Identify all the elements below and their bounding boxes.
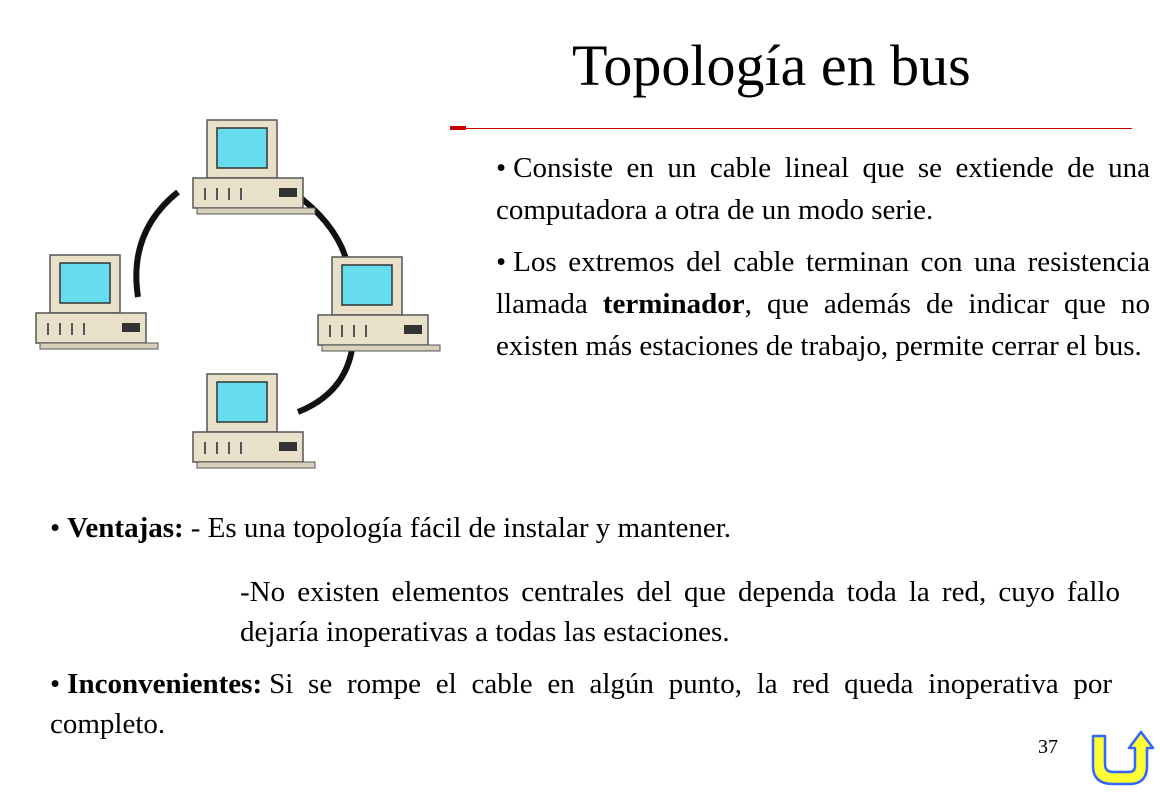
bullet-text-continued: , que además de indicar que no existen más estaciones de trabajo, permite cerrar el bus.: [496, 288, 1150, 362]
bullet-text: Consiste en un cable lineal que se extiende de una computadora a otra de un modo serie.: [496, 152, 1150, 226]
bullet-mark: •: [496, 152, 507, 184]
computer-icon: [318, 257, 440, 351]
bus-topology-diagram: [28, 112, 458, 482]
slide-title: Topología en bus: [572, 33, 971, 98]
bullet-mark: •: [496, 246, 507, 278]
advantage-item: -No existen elementos centrales del que dependa toda la red, cuyo fallo dejaría inoperativas a todas las estaciones.: [240, 576, 1120, 648]
disadvantages-text: Si se rompe el cable en algún punto, la red queda inoperativa por completo.: [50, 668, 1112, 740]
bullet-mark: •: [50, 512, 61, 544]
advantage-item: - Es una topología fácil de instalar y mantener.: [190, 512, 732, 544]
bullet-item: [496, 147, 1150, 231]
disadvantages-label: Inconvenientes:: [67, 668, 263, 700]
page-number: 37: [1038, 736, 1058, 758]
bullet-text: Los extremos del cable terminan con una resistencia llamada: [496, 246, 1150, 320]
title-rule: [465, 128, 1132, 129]
advantages-label: Ventajas:: [67, 512, 184, 544]
return-arrow-icon[interactable]: [1085, 730, 1155, 788]
computer-icon: [36, 255, 158, 349]
description-bullets: [496, 147, 1150, 377]
computer-icon: [193, 374, 315, 468]
computer-icon: [193, 120, 315, 214]
advantages-heading-line: [50, 508, 1112, 548]
disadvantages-line: [50, 664, 1112, 744]
pros-cons-section: [50, 508, 1120, 744]
bullet-bold-term: terminador: [602, 288, 745, 320]
bullet-item: [496, 241, 1150, 367]
bullet-mark: •: [50, 668, 61, 700]
